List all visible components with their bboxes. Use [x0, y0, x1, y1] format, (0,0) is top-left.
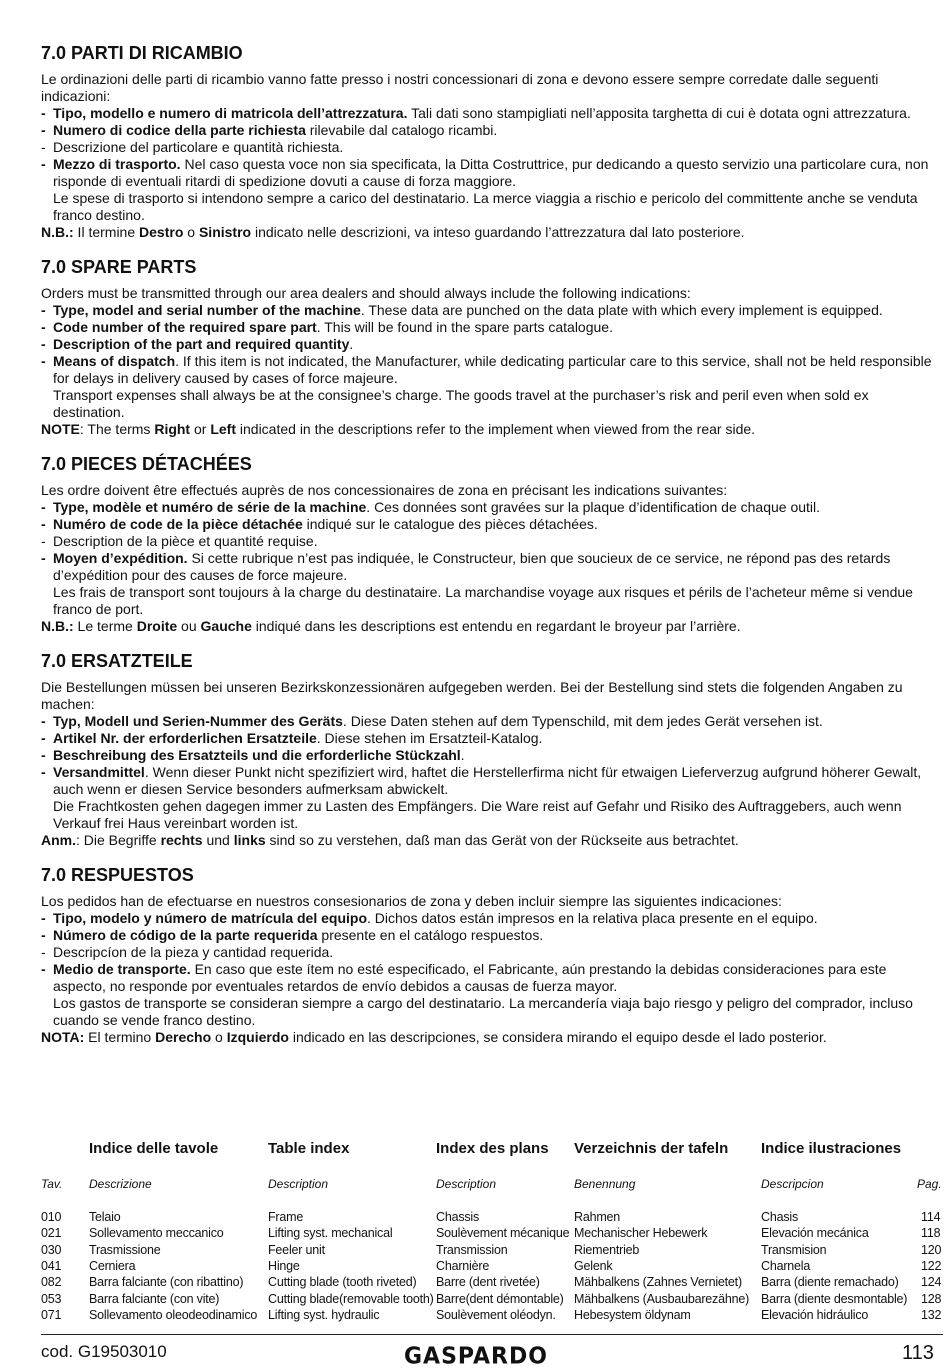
item-text: . [460, 747, 465, 763]
item-text: Si cette rubrique n’est pas indiquée, le Constructeur, bien que soucieux de ce service, ne répond pas des retards d’expédition pour des causes de force majeure. [53, 550, 891, 583]
list-item [41, 516, 943, 533]
list-dash: - [41, 156, 46, 172]
section-note [41, 832, 943, 849]
item-extra-text: Die Frachtkosten gehen dagegen immer zu Lasten des Empfängers. Die Ware reist auf Gefahr und Risiko des Auftraggebers, auch wenn Verkauf frei Haus vereinbart worden ist. [53, 798, 902, 831]
table-cell: 118 [921, 1226, 941, 1241]
item-bold-text: Número de código de la parte requerida [53, 927, 318, 943]
item-bold-text: Type, modèle et numéro de série de la machine [53, 499, 367, 515]
index-subheader: Descripcion [761, 1177, 824, 1191]
item-text: Nel caso questa voce non sia specificata, la Ditta Costruttrice, pur dedicando a questo servizio una particolare cura, non risponde di eventuali ritardi di spedizione dovuti a cause di forza maggiore. [53, 156, 929, 189]
list-item [41, 764, 943, 832]
item-bold-text: Medio de transporte. [53, 961, 191, 977]
table-row [41, 1226, 943, 1242]
note-text: : Die Begriffe [76, 832, 161, 848]
table-cell: Mähbalkens (Zahnes Vernietet) [574, 1275, 742, 1290]
item-text: rilevabile dal catalogo ricambi. [305, 122, 498, 138]
list-dash: - [41, 927, 46, 943]
table-row [41, 1259, 943, 1275]
table-cell: Telaio [89, 1210, 121, 1224]
list-dash: - [41, 302, 46, 318]
note-text: indicated in the descriptions refer to the implement when viewed from the rear side. [236, 421, 756, 437]
list-item [41, 713, 943, 730]
table-cell: Sollevamento oleodeodinamico [89, 1307, 258, 1322]
list-dash: - [41, 105, 46, 121]
note-text: : The terms [79, 421, 155, 437]
note-term: Izquierdo [226, 1029, 289, 1045]
table-cell: Soulèvement mécanique [436, 1226, 570, 1241]
table-cell: Feeler unit [268, 1242, 325, 1257]
list-item [41, 319, 943, 336]
list-dash: - [41, 122, 46, 138]
table-row [41, 1243, 943, 1259]
note-term: Left [210, 421, 236, 437]
list-item [41, 961, 943, 1029]
note-term: rechts [160, 832, 203, 848]
list-item [41, 730, 943, 747]
table-cell: Frame [268, 1210, 304, 1224]
item-bold-text: Code number of the required spare part [53, 319, 317, 335]
section-title: 7.0 RESPUESTOS [41, 865, 194, 885]
table-cell: 114 [921, 1210, 941, 1224]
item-bold-text: Type, model and serial number of the machine [53, 302, 361, 318]
section [41, 256, 943, 438]
section-note [41, 1029, 943, 1046]
index-column-header: Index des plans [436, 1140, 549, 1157]
item-bold-text: Typ, Modell und Serien-Nummer des Geräts [53, 713, 343, 729]
list-dash: - [41, 713, 46, 729]
table-cell: Barre (dent rivetée) [436, 1275, 540, 1290]
note-label: N.B.: [41, 618, 74, 634]
note-term: links [233, 832, 266, 848]
list-dash: - [41, 533, 46, 549]
list-item [41, 944, 943, 961]
section-intro: Die Bestellungen müssen bei unseren Bezirkskonzessionären aufgegeben werden. Bei der Bestellung sind stets die folgenden Angaben zu machen: [41, 679, 903, 712]
table-cell: Hebesystem öldynam [574, 1307, 691, 1322]
item-extra-text: Transport expenses shall always be at the consignee’s charge. The goods travel at the purchaser’s risk and peril even when sold ex destination. [53, 387, 869, 420]
item-text: . Diese stehen im Ersatzteil-Katalog. [316, 730, 543, 746]
table-cell: 128 [921, 1291, 942, 1306]
document-body [41, 42, 943, 1061]
item-bold-text: Numero di codice della parte richiesta [53, 122, 306, 138]
table-cell: Barra (diente desmontable) [761, 1291, 908, 1306]
item-bold-text: Beschreibung des Ersatzteils und die erforderliche Stückzahl [53, 747, 461, 763]
list-dash: - [41, 910, 46, 926]
list-item [41, 139, 943, 156]
item-extra-text: Les frais de transport sont toujours à la charge du destinataire. La marchandise voyage aux risques et périls de l’acheteur même si vendue franco de port. [53, 584, 913, 617]
table-cell: 010 [41, 1210, 62, 1224]
table-cell: Chassis [436, 1210, 480, 1224]
item-bold-text: Moyen d’expédition. [53, 550, 188, 566]
list-item [41, 122, 943, 139]
table-cell: Barra falciante (con ribattino) [89, 1275, 244, 1290]
section-note [41, 224, 943, 241]
section [41, 453, 943, 635]
section-intro: Les ordre doivent être effectués auprès de nos concessionaires de zona en précisant les indications suivantes: [41, 482, 728, 498]
list-item [41, 302, 943, 319]
item-bold-text: Tipo, modelo y número de matrícula del equipo [53, 910, 368, 926]
section-title: 7.0 PIECES DÉTACHÉES [41, 454, 252, 474]
item-text: Tali dati sono stampigliati nell’apposita targhetta di cui è dotata ogni attrezzatura. [407, 105, 911, 121]
item-text: . Ces données sont gravées sur la plaque d’identification de chaque outil. [366, 499, 821, 515]
note-text: sind so zu verstehen, daß man das Gerät von der Rückseite aus betrachtet. [265, 832, 739, 848]
section-intro: Le ordinazioni delle parti di ricambio vanno fatte presso i nostri concessionari di zona e devono essere sempre corredate dalle seguenti indicazioni: [41, 71, 879, 104]
table-cell: Trasmissione [89, 1242, 161, 1257]
section [41, 42, 943, 241]
note-term: Droite [136, 618, 178, 634]
item-text: . If this item is not indicated, the Manufacturer, while dedicating particular care to this service, shall not be held responsible for delays in delivery caused by cases of force majeure. [53, 353, 932, 386]
list-item [41, 927, 943, 944]
index-column-header: Indice delle tavole [89, 1140, 219, 1157]
item-bold-text: Means of dispatch [53, 353, 176, 369]
table-cell: Barra (diente remachado) [761, 1275, 899, 1290]
list-item [41, 910, 943, 927]
table-cell: Barre(dent démontable) [436, 1291, 564, 1306]
item-text: . Wenn dieser Punkt nicht spezifiziert wird, haftet die Herstellerfirma nicht für etwaigen Lieferverzug aufgrund höherer Gewalt, auch wenn er diesen Service besonders aufmerksam abwickelt. [53, 764, 922, 797]
note-text: El termino [84, 1029, 156, 1045]
table-row [41, 1275, 943, 1291]
note-label: Anm. [41, 832, 76, 848]
table-cell: 120 [921, 1242, 942, 1257]
table-cell: Cutting blade (tooth riveted) [268, 1275, 417, 1290]
list-dash: - [41, 353, 46, 369]
page-number: 113 [902, 1342, 934, 1364]
item-text: En caso que este ítem no esté especificado, el Fabricante, aún prestando la debidas consideraciones para este aspecto, no responde por eventuales retardos de envío debidos a causas de fuerza mayor. [53, 961, 887, 994]
item-text: . Dichos datos están impresos en la relativa placa presente en el equipo. [367, 910, 818, 926]
table-cell: Transmision [761, 1242, 827, 1257]
note-text: o [211, 1029, 227, 1045]
table-cell: Rahmen [574, 1210, 621, 1224]
index-subheader-pag: Pag. [917, 1177, 942, 1191]
table-cell: Chasis [761, 1210, 799, 1224]
section [41, 864, 943, 1046]
list-dash: - [41, 764, 46, 780]
section-title: 7.0 PARTI DI RICAMBIO [41, 43, 243, 63]
note-text: Le terme [73, 618, 137, 634]
item-text: presente en el catálogo respuestos. [317, 927, 544, 943]
table-row [41, 1292, 943, 1308]
section [41, 650, 943, 849]
item-bold-text: Artikel Nr. der erforderlichen Ersatzteile [53, 730, 317, 746]
table-cell: Riementrieb [574, 1242, 640, 1257]
list-dash: - [41, 139, 46, 155]
index-column-header: Verzeichnis der tafeln [574, 1140, 729, 1157]
section-note [41, 421, 943, 438]
section-title: 7.0 ERSATZTEILE [41, 651, 193, 671]
table-cell: 082 [41, 1275, 62, 1290]
list-dash: - [41, 499, 46, 515]
note-text: ou [177, 618, 201, 634]
item-text: . These data are punched on the data plate with which every implement is equipped. [360, 302, 883, 318]
note-term: Right [154, 421, 191, 437]
table-cell: 053 [41, 1291, 62, 1306]
note-label: N.B.: [41, 224, 74, 240]
document-code: cod. G19503010 [41, 1342, 167, 1361]
table-cell: Charnière [436, 1258, 490, 1273]
item-text: Descrizione del particolare e quantità richiesta. [53, 139, 344, 155]
section-intro: Los pedidos han de efectuarse en nuestros consesionarios de zona y deben incluir siempre las siguientes indicaciones: [41, 893, 782, 909]
table-cell: 030 [41, 1242, 62, 1257]
item-extra-text: Le spese di trasporto si intendono sempre a carico del destinatario. La merce viaggia a rischio e pericolo del committente anche se venduta franco destino. [53, 190, 918, 223]
section-note [41, 618, 943, 635]
table-cell: 124 [921, 1275, 942, 1290]
table-cell: Hinge [268, 1258, 300, 1273]
index-subheader: Benennung [574, 1177, 636, 1191]
table-cell: 132 [921, 1307, 942, 1322]
item-text: . Diese Daten stehen auf dem Typenschild, mit dem jedes Gerät versehen ist. [342, 713, 823, 729]
index-column-header: Indice ilustraciones [761, 1140, 902, 1157]
list-item [41, 336, 943, 353]
index-subheader: Descrizione [89, 1177, 152, 1191]
note-term: Sinistro [198, 224, 252, 240]
item-bold-text: Mezzo di trasporto. [53, 156, 181, 172]
index-subheader-tav: Tav. [41, 1177, 63, 1191]
note-text: Il termine [73, 224, 140, 240]
table-cell: Charnela [761, 1258, 811, 1273]
table-row [41, 1210, 943, 1226]
index-column-header: Table index [268, 1140, 350, 1157]
list-dash: - [41, 944, 46, 960]
note-text: indiqué dans les descriptions est entendu en regardant le broyeur par l’arrière. [251, 618, 741, 634]
footer-divider [41, 1334, 943, 1335]
note-term: Derecho [155, 1029, 212, 1045]
list-item [41, 105, 943, 122]
table-cell: 041 [41, 1258, 62, 1273]
table-cell: Elevación mecánica [761, 1226, 869, 1241]
section-title: 7.0 SPARE PARTS [41, 257, 197, 277]
table-row [41, 1308, 943, 1324]
item-extra-text: Los gastos de transporte se consideran siempre a cargo del destinatario. La mercandería viaja bajo riesgo y peligro del comprador, incluso cuando se vende franco destino. [53, 995, 913, 1028]
item-text: indiqué sur le catalogue des pièces détachées. [302, 516, 598, 532]
item-text: Descripcíon de la pieza y cantidad requerida. [53, 944, 334, 960]
table-cell: Lifting syst. mechanical [268, 1226, 393, 1241]
brand-logo: GASPARDO [404, 1343, 548, 1370]
item-text: . This will be found in the spare parts catalogue. [316, 319, 613, 335]
note-label: NOTA: [41, 1029, 85, 1045]
table-cell: Mähbalkens (Ausbaubarezähne) [574, 1291, 750, 1306]
table-cell: Gelenk [574, 1258, 613, 1273]
list-item [41, 533, 943, 550]
list-dash: - [41, 747, 46, 763]
table-cell: Sollevamento meccanico [89, 1226, 224, 1241]
table-cell: Barra falciante (con vite) [89, 1291, 220, 1306]
list-item [41, 747, 943, 764]
list-dash: - [41, 550, 46, 566]
list-dash: - [41, 730, 46, 746]
table-cell: Mechanischer Hebewerk [574, 1226, 708, 1241]
table-cell: Cerniera [89, 1258, 136, 1273]
note-label: NOTE [41, 421, 80, 437]
list-dash: - [41, 961, 46, 977]
list-dash: - [41, 336, 46, 352]
table-cell: Cutting blade(removable tooth) [268, 1291, 434, 1306]
item-bold-text: Tipo, modello e numero di matricola dell’attrezzatura. [53, 105, 408, 121]
section-intro: Orders must be transmitted through our area dealers and should always include the following indications: [41, 285, 691, 301]
list-item [41, 156, 943, 224]
item-text: . [349, 336, 354, 352]
note-text: o [183, 224, 199, 240]
list-item [41, 550, 943, 618]
table-cell: 071 [41, 1307, 62, 1322]
note-text: indicado en las descripciones, se considera mirando el equipo desde el lado posterior. [288, 1029, 827, 1045]
note-text: indicato nelle descrizioni, va inteso guardando l’attrezzatura dal lato posteriore. [251, 224, 745, 240]
item-bold-text: Versandmittel [53, 764, 145, 780]
table-cell: 122 [921, 1258, 942, 1273]
item-bold-text: Description of the part and required quantity [53, 336, 350, 352]
table-cell: 021 [41, 1226, 62, 1241]
item-bold-text: Numéro de code de la pièce détachée [53, 516, 303, 532]
table-cell: Soulèvement oléodyn. [436, 1307, 556, 1322]
note-term: Destro [139, 224, 184, 240]
index-subheader: Description [268, 1177, 329, 1191]
table-cell: Lifting syst. hydraulic [268, 1307, 380, 1322]
note-term: Gauche [200, 618, 252, 634]
item-text: Description de la pièce et quantité requise. [53, 533, 318, 549]
note-text: und [202, 832, 234, 848]
index-subheader: Description [436, 1177, 497, 1191]
table-cell: Elevación hidráulico [761, 1307, 869, 1322]
note-text: or [190, 421, 211, 437]
list-dash: - [41, 516, 46, 532]
table-cell: Transmission [436, 1242, 508, 1257]
list-item [41, 499, 943, 516]
list-dash: - [41, 319, 46, 335]
list-item [41, 353, 943, 421]
